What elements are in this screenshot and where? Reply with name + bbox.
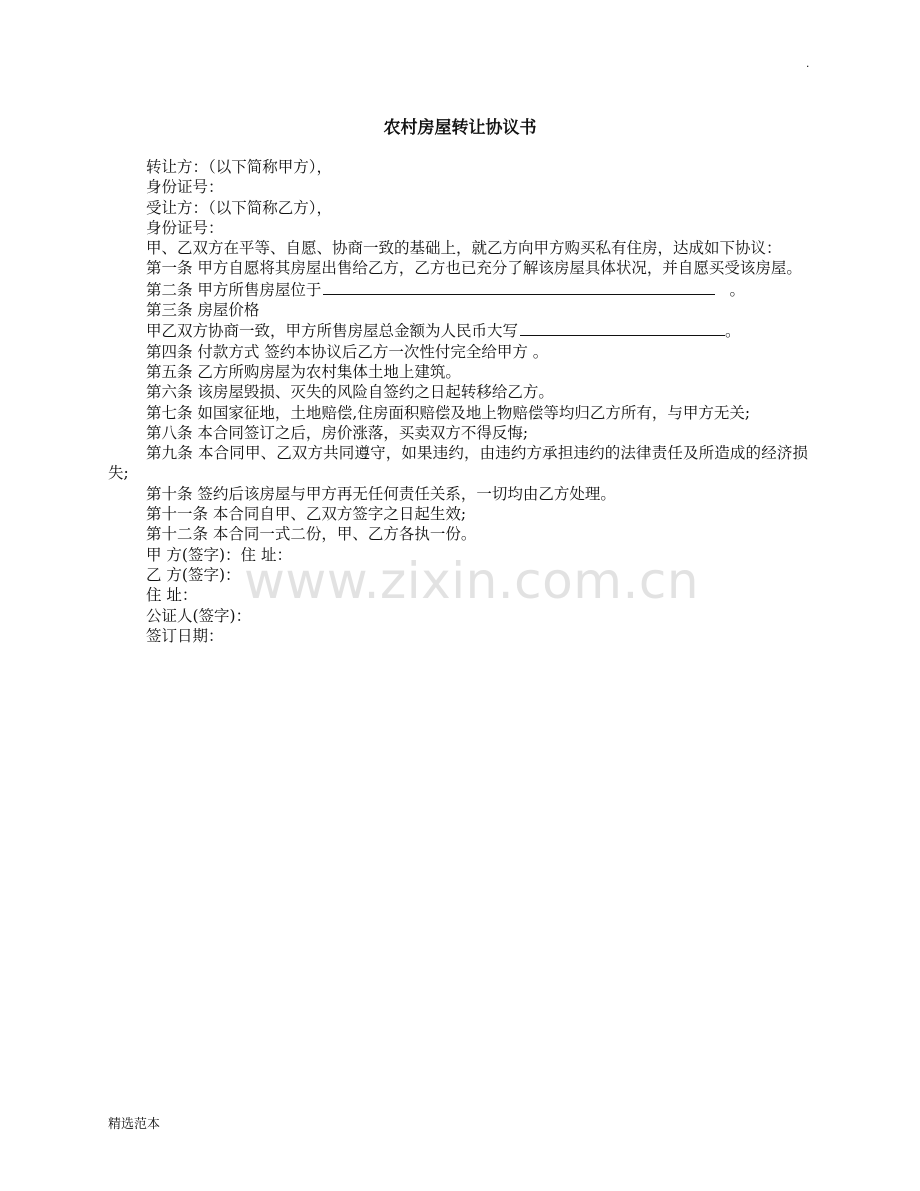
price-line-end: 。 [725, 322, 741, 341]
article-2 [108, 279, 808, 300]
article-10: 第十条 签约后该房屋与甲方再无任何责任关系，一切均由乙方处理。 [146, 484, 616, 503]
article-12: 第十二条 本合同一式二份，甲、乙方各执一份。 [146, 525, 477, 544]
location-blank-line [323, 279, 715, 295]
party-b-signature: 乙 方(签字)： [146, 565, 241, 584]
notary-signature: 公证人(签字)： [146, 606, 252, 625]
document-title: 农村房屋转让协议书 [383, 118, 537, 138]
footer-label: 精选范本 [108, 1117, 161, 1132]
address-line: 住 址： [146, 586, 198, 605]
article-8: 第八条 本合同签订之后，房价涨落，买卖双方不得反悔; [146, 423, 529, 442]
article-1: 第一条 甲方自愿将其房屋出售给乙方，乙方也已充分了解该房屋具体状况，并自愿买受该房屋。 [146, 259, 802, 278]
corner-mark: . [806, 56, 810, 70]
article-4: 第四条 付款方式 签约本协议后乙方一次性付完全给甲方 。 [146, 342, 549, 361]
transferee-id-line: 身份证号： [146, 218, 224, 237]
signing-date: 签订日期： [146, 626, 224, 645]
article-9: 第九条 本合同甲、乙双方共同遵守，如果违约，由违约方承担违约的法律责任及所造成的经济损失; [108, 444, 808, 483]
party-a-signature: 甲 方(签字)：住 址： [146, 545, 292, 564]
transferor-line: 转让方：（以下简称甲方）， [146, 158, 333, 176]
transferee-line: 受让方：（以下简称乙方）， [146, 198, 333, 217]
transferor-id-line: 身份证号： [146, 178, 224, 197]
article-11: 第十一条 本合同自甲、乙双方签字之日起生效; [146, 505, 467, 524]
article-7: 第七条 如国家征地，土地赔偿,住房面积赔偿及地上物赔偿等均归乙方所有，与甲方无关; [146, 403, 751, 422]
preamble-paragraph: 甲、乙双方在平等、自愿、协商一致的基础上，就乙方向甲方购买私有住房，达成如下协议： [146, 239, 782, 258]
article-2-text: 第二条 甲方所售房屋位于 [146, 280, 322, 299]
article-6: 第六条 该房屋毁损、灭失的风险自签约之日起转移给乙方。 [146, 383, 554, 402]
article-3: 第三条 房屋价格 [146, 301, 260, 320]
watermark: www.zixin.com.cn [244, 552, 700, 610]
amount-blank-line [520, 320, 725, 336]
price-line [108, 320, 808, 341]
article-2-end: 。 [729, 280, 745, 299]
article-5: 第五条 乙方所购房屋为农村集体土地上建筑。 [146, 362, 461, 381]
document-body [108, 157, 808, 646]
price-line-text: 甲乙双方协商一致，甲方所售房屋总金额为人民币大写 [146, 322, 519, 341]
